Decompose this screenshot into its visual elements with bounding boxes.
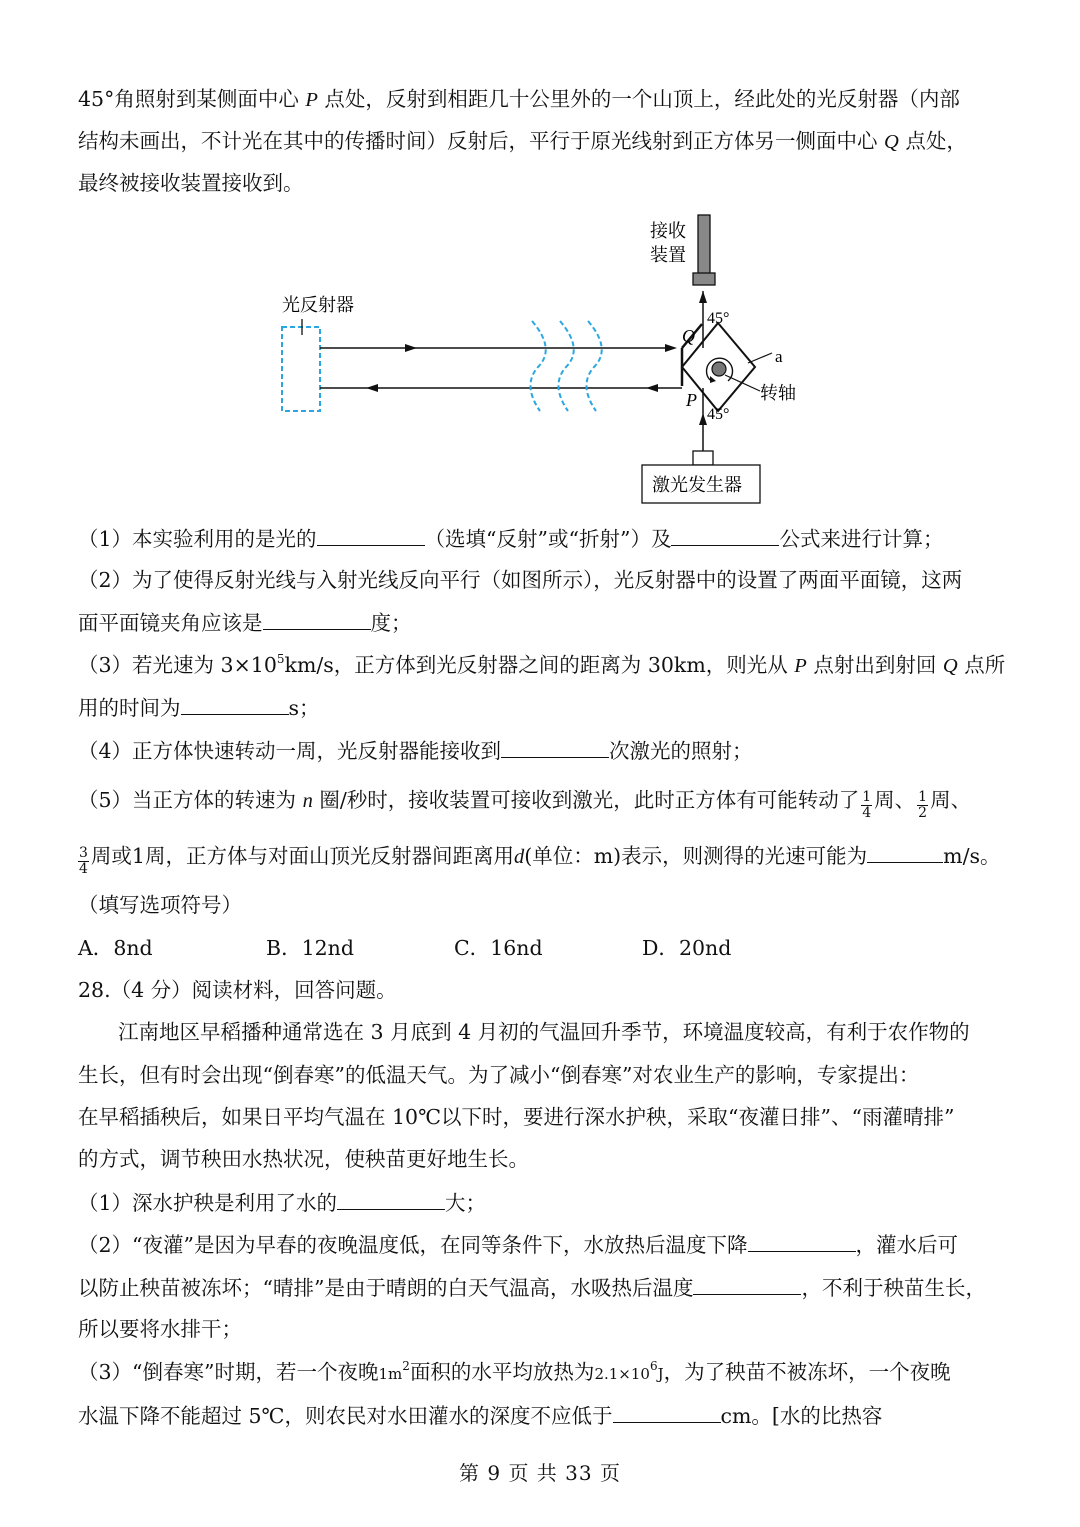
option-d[interactable]: D．20nd — [642, 936, 732, 960]
q28-sub2-line-3: 所以要将水排干； — [78, 1317, 242, 1341]
beam-return-arrow — [366, 384, 378, 392]
axis-dot — [712, 362, 726, 376]
q2-line-2: 面平面镜夹角应该是 度； — [78, 607, 412, 638]
break-mark-3 — [586, 321, 601, 411]
point-p-label: P — [686, 390, 697, 410]
intro-line-3: 最终被接收装置接收到。 — [78, 171, 304, 195]
reflector-label: 光反射器 — [282, 295, 354, 316]
q2-line-1: （2）为了使得反射光线与入射光线反向平行（如图所示），光反射器中的设置了两面平面镜，这两 — [78, 568, 963, 592]
fraction-three-quarters: $\frac{3}{4}$ — [79, 845, 88, 877]
experiment-figure — [270, 205, 830, 510]
break-mark-2 — [558, 321, 573, 411]
q5-blank[interactable] — [867, 840, 943, 863]
q1-blank-2[interactable] — [671, 523, 779, 546]
q28-sub2-blank-2[interactable] — [693, 1272, 801, 1295]
point-q-label: Q — [682, 326, 695, 346]
q4-line: （4）正方体快速转动一周，光反射器能接收到 次激光的照射； — [78, 735, 753, 766]
q28-para-line-3: 在早稻插秧后，如果日平均气温在 10℃以下时，要进行深水护秧，采取“夜灌日排”、“雨灌晴排” — [78, 1105, 955, 1129]
q5-line-3: （填写选项符号） — [78, 893, 242, 917]
q3-line-1: （3）若光速为 $3\times 10^5km/s$，正方体到光反射器之间的距离为 30km，则光从 P 点射出到射回 Q 点所 — [78, 652, 1006, 677]
angle-label-top: 45° — [707, 310, 730, 327]
option-b[interactable]: B．12nd — [266, 936, 354, 960]
angle-label-bottom: 45° — [707, 406, 730, 423]
intro-line-2: 结构未画出，不计光在其中的传播时间）反射后，平行于原光线射到正方体另一侧面中心 Q 点处， — [78, 129, 967, 153]
receiver-label-2: 装置 — [650, 245, 686, 266]
q28-sub2-line-2: 以防止秧苗被冻坏；“晴排”是由于晴朗的白天气温高，水吸热后温度 ，不利于秧苗生长， — [78, 1272, 986, 1303]
q28-sub2-line-1: （2）“夜灌”是因为早春的夜晚温度低，在同等条件下，水放热后温度下降 ，灌水后可 — [78, 1229, 958, 1260]
receiver-base — [693, 273, 715, 285]
beam-return-arrow-2 — [646, 384, 658, 392]
intro-line-1: 45°角照射到某侧面中心 P 点处，反射到相距几十公里外的一个山顶上，经此处的光反射器（内部 — [78, 87, 960, 111]
q28-para-line-2: 生长，但有时会出现“倒春寒”的低温天气。为了减小“倒春寒”对农业生产的影响，专家提出： — [78, 1063, 920, 1087]
fraction-one-quarter: $\frac{1}{4}$ — [862, 789, 872, 821]
q28-sub3-blank[interactable] — [613, 1400, 721, 1423]
pointer-a — [748, 353, 772, 363]
q5-line-2: $\frac{3}{4}$ 周或1周，正方体与对面山顶光反射器间距离用d(单位：m)表示，则测得的光速可能为 m/s。 — [76, 840, 1001, 877]
q5-line-1: （5）当正方体的转速为 n 圈/秒时，接收装置可接收到激光，此时正方体有可能转动了 $\frac{1}{4}$ 周、 $\frac{1}{2}$ 周、 — [78, 788, 972, 821]
q28-sub2-blank-1[interactable] — [748, 1229, 856, 1252]
q1-line: （1）本实验利用的是光的 （选填“反射”或“折射”）及 公式来进行计算； — [78, 523, 943, 554]
fraction-one-half: $\frac{1}{2}$ — [918, 789, 928, 821]
q28-title: 28.（4 分）阅读材料，回答问题。 — [78, 978, 397, 1002]
beam-from-laser-arrow — [699, 413, 707, 425]
receiver-rod — [698, 215, 710, 275]
option-c[interactable]: C．16nd — [454, 936, 543, 960]
beam-outgoing-arrow-2 — [665, 344, 677, 352]
q28-sub3-line-1: （3）“倒春寒”时期，若一个夜晚$1m^2$面积的水平均放热为$2.1\times 10^6J$，为了秧苗不被冻坏，一个夜晚 — [78, 1359, 951, 1384]
page-footer: 第 9 页 共 33 页 — [459, 1461, 621, 1485]
receiver-label-1: 接收 — [650, 221, 686, 242]
option-a[interactable]: A．8nd — [78, 936, 153, 960]
break-mark-1 — [530, 321, 545, 411]
q2-blank[interactable] — [263, 607, 371, 630]
q3-line-2: 用的时间为 s； — [78, 692, 320, 723]
label-a: a — [775, 347, 783, 366]
q28-sub1: （1）深水护秧是利用了水的 大； — [78, 1187, 486, 1218]
q3-blank[interactable] — [181, 692, 289, 715]
q28-sub3-line-2: 水温下降不能超过 5℃，则农民对水田灌水的深度不应低于 cm。[水的比热容 — [78, 1400, 882, 1431]
beam-to-receiver-arrow — [699, 291, 707, 303]
laser-nozzle — [693, 451, 713, 465]
beam-outgoing-arrow — [405, 344, 417, 352]
q28-para-line-4: 的方式，调节秧田水热状况，使秧苗更好地生长。 — [78, 1147, 529, 1171]
q1-blank-1[interactable] — [317, 523, 425, 546]
reflector-box — [282, 327, 320, 411]
axis-label: 转轴 — [760, 383, 796, 404]
q28-para-line-1: 江南地区早稻播种通常选在 3 月底到 4 月初的气温回升季节，环境温度较高，有利于农作物的 — [118, 1020, 970, 1044]
laser-label: 激光发生器 — [652, 475, 742, 496]
q4-blank[interactable] — [501, 735, 609, 758]
q28-sub1-blank[interactable] — [337, 1187, 445, 1210]
